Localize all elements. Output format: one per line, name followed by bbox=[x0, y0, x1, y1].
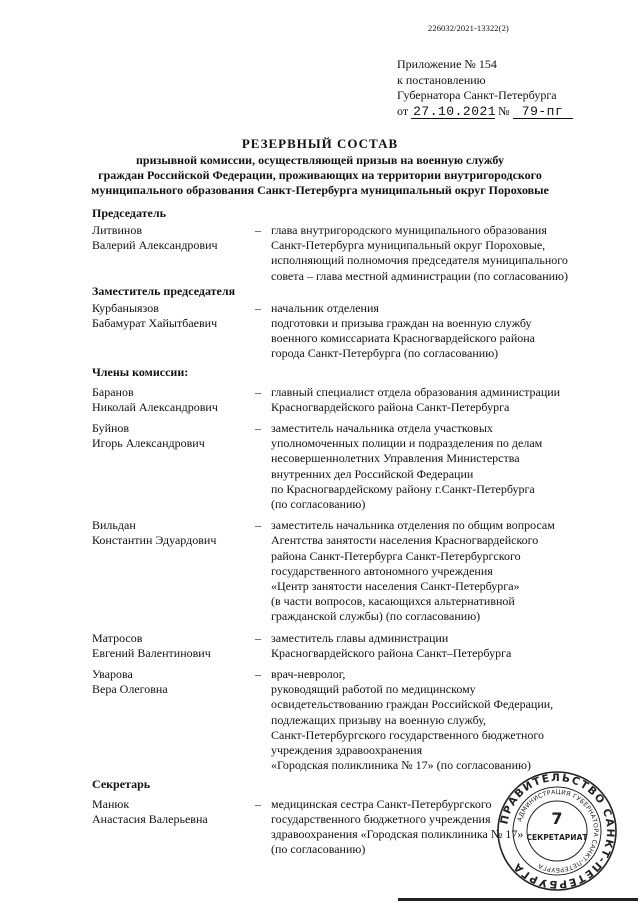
dash-separator: – bbox=[255, 667, 261, 682]
position-line: Санкт-Петербургского государственного бюджетного bbox=[271, 727, 545, 742]
position-line: глава внутригородского муниципального образования bbox=[271, 223, 547, 237]
position-line: исполняющий полномочия председателя муниципального bbox=[271, 253, 568, 268]
member-given-names: Валерий Александрович bbox=[92, 238, 218, 253]
appendix-decree-ref: к постановлению bbox=[397, 72, 486, 87]
position-line: врач-невролог, bbox=[271, 667, 346, 682]
member-surname: Уварова bbox=[92, 667, 133, 682]
member-entry bbox=[92, 667, 612, 773]
position-line: военного комиссариата Красногвардейского района bbox=[271, 331, 536, 346]
position-line: района Санкт-Петербурга Санкт-Петербургского bbox=[271, 548, 521, 563]
member-position bbox=[271, 518, 612, 624]
position-line: Санкт-Петербурга муниципальный округ Пороховые, bbox=[271, 238, 546, 253]
subtitle-line: муниципального образования Санкт-Петербурга муниципальный округ Пороховые bbox=[91, 183, 549, 197]
position-line: Агентства занятости населения Красногвардейского bbox=[271, 533, 539, 548]
position-line: подлежащих призыву на военную службу, bbox=[271, 712, 487, 727]
member-name bbox=[92, 631, 255, 661]
member-given-names: Вера Олеговна bbox=[92, 682, 168, 697]
decree-number: 79-пг bbox=[513, 105, 573, 119]
position-line: (по согласованию) bbox=[271, 842, 366, 857]
section-heading-secretary: Секретарь bbox=[92, 776, 151, 791]
position-line: внутренних дел Российской Федерации bbox=[271, 466, 474, 481]
member-given-names: Анастасия Валерьевна bbox=[92, 811, 208, 826]
member-position bbox=[271, 667, 612, 773]
section-heading-chairman: Председатель bbox=[92, 206, 166, 220]
position-line: подготовки и призыва граждан на военную службу bbox=[271, 316, 532, 331]
seal-inner-text: АДМИНИСТРАЦИЯ ГУБЕРНАТОРА САНКТ-ПЕТЕРБУРГА bbox=[516, 788, 600, 874]
member-name bbox=[92, 797, 255, 858]
member-entry bbox=[92, 301, 612, 362]
member-given-names: Николай Александрович bbox=[92, 399, 218, 414]
position-line: Красногвардейского района Санкт–Петербурга bbox=[271, 645, 512, 660]
position-line: уполномоченных полиции и подразделения по делам bbox=[271, 436, 543, 451]
document-registration-number: 226032/2021-13322(2) bbox=[428, 23, 509, 33]
member-name bbox=[92, 223, 255, 284]
dash-separator: – bbox=[255, 421, 261, 436]
appendix-block bbox=[397, 57, 573, 119]
appendix-date-line bbox=[397, 104, 573, 120]
member-name bbox=[92, 385, 255, 415]
position-line: государственного автономного учреждения bbox=[271, 563, 493, 578]
section-heading-members: Члены комиссии: bbox=[92, 364, 189, 379]
member-entry bbox=[92, 421, 612, 512]
position-line: начальник отделения bbox=[271, 300, 379, 315]
member-surname: Буйнов bbox=[92, 421, 130, 436]
dash-separator: – bbox=[255, 518, 261, 533]
member-name bbox=[92, 301, 255, 362]
seal-center-label: СЕКРЕТАРИАТ bbox=[526, 833, 588, 842]
position-line: учреждения здравоохранения bbox=[271, 743, 423, 758]
scan-edge-line bbox=[398, 898, 638, 901]
dash-separator: – bbox=[255, 300, 261, 315]
seal-center-number: 7 bbox=[551, 809, 563, 828]
member-entry bbox=[92, 518, 612, 624]
position-line: города Санкт-Петербурга (по согласованию) bbox=[271, 346, 499, 361]
subtitle-line: граждан Российской Федерации, проживающих на территории внутригородского bbox=[98, 168, 542, 182]
position-line: заместитель начальника отделения по общим вопросам bbox=[271, 518, 555, 533]
position-line: Красногвардейского района Санкт-Петербурга bbox=[271, 399, 510, 414]
dash-separator: – bbox=[255, 223, 261, 237]
dash-separator: – bbox=[255, 384, 261, 399]
position-line: здравоохранения «Городская поликлиника № 17» bbox=[271, 826, 524, 841]
member-name bbox=[92, 667, 255, 773]
member-entry bbox=[92, 223, 612, 284]
member-name bbox=[92, 518, 255, 624]
position-line: медицинская сестра Санкт-Петербургского bbox=[271, 796, 492, 811]
member-surname: Вильдан bbox=[92, 518, 136, 533]
position-line: заместитель главы администрации bbox=[271, 630, 449, 645]
position-line: совета – глава местной администрации (по согласованию) bbox=[271, 268, 568, 283]
decree-date: 27.10.2021 bbox=[413, 103, 497, 119]
date-prefix: от bbox=[397, 103, 409, 118]
member-position bbox=[271, 223, 612, 284]
member-given-names: Игорь Александрович bbox=[92, 436, 205, 451]
subtitle-line: призывной комиссии, осуществляющей призыв на военную службу bbox=[136, 153, 504, 167]
position-line: гражданской службы) (по согласованию) bbox=[271, 609, 481, 624]
position-line: освидетельствованию граждан Российской Федерации, bbox=[271, 697, 554, 712]
position-line: «Городская поликлиника № 17» (по согласованию) bbox=[271, 758, 531, 773]
appendix-issuer: Губернатора Санкт-Петербурга bbox=[397, 88, 557, 102]
position-line: государственного бюджетного учреждения bbox=[271, 811, 491, 826]
official-seal-stamp bbox=[496, 770, 618, 892]
position-line: (по согласованию) bbox=[271, 497, 366, 512]
member-surname: Баранов bbox=[92, 384, 134, 399]
document-subtitle bbox=[40, 153, 600, 198]
member-given-names: Евгений Валентинович bbox=[92, 645, 211, 660]
position-line: (в части вопросов, касающихся альтернативной bbox=[271, 594, 515, 609]
position-line: по Красногвардейскому району г.Санкт-Петербурга bbox=[271, 481, 535, 496]
dash-separator: – bbox=[255, 796, 261, 811]
number-sign: № bbox=[498, 103, 510, 118]
position-line: «Центр занятости населения Санкт-Петербурга» bbox=[271, 579, 520, 594]
member-entry bbox=[92, 385, 612, 415]
section-heading-deputy: Заместитель председателя bbox=[92, 283, 236, 298]
member-given-names: Константин Эдуардович bbox=[92, 533, 217, 548]
position-line: главный специалист отдела образования администрации bbox=[271, 384, 561, 399]
member-position bbox=[271, 301, 612, 362]
seal-middle-ring bbox=[513, 787, 601, 875]
member-position bbox=[271, 385, 612, 415]
member-surname: Матросов bbox=[92, 630, 143, 645]
seal-outer-text: ПРАВИТЕЛЬСТВО САНКТ-ПЕТЕРБУРГА bbox=[498, 771, 617, 891]
member-given-names: Бабамурат Хайытбаевич bbox=[92, 316, 218, 331]
member-position bbox=[271, 421, 612, 512]
commission-composition bbox=[92, 206, 612, 857]
position-line: руководящий работой по медицинскому bbox=[271, 682, 476, 697]
appendix-number: Приложение № 154 bbox=[397, 57, 497, 71]
position-line: заместитель начальника отдела участковых bbox=[271, 421, 493, 436]
dash-separator: – bbox=[255, 630, 261, 645]
member-entry bbox=[92, 631, 612, 661]
document-title: РЕЗЕРВНЫЙ СОСТАВ bbox=[241, 136, 399, 151]
position-line: несовершеннолетних Управления Министерства bbox=[271, 451, 520, 466]
member-surname: Манюк bbox=[92, 796, 130, 811]
member-name bbox=[92, 421, 255, 512]
member-surname: Литвинов bbox=[92, 223, 142, 237]
member-position bbox=[271, 631, 612, 661]
member-surname: Курбаныязов bbox=[92, 300, 159, 315]
